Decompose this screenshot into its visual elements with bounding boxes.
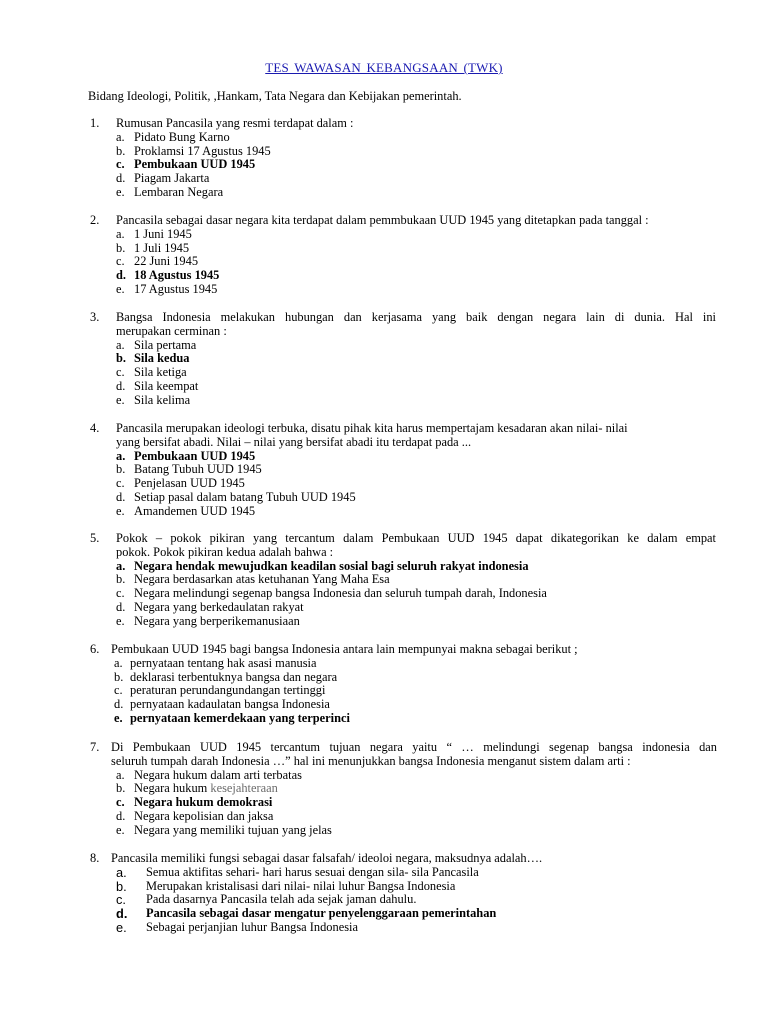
question-number: 4. [90,421,100,435]
document-title: TES WAWASAN KEBANGSAAN (TWK) [265,60,503,75]
answer-option-d: d. pernyataan kadaulatan bangsa Indonesia [114,697,330,712]
answer-option-b-correct: b. Sila kedua [116,351,190,366]
answer-option-a-correct: a. Pembukaan UUD 1945 [116,448,256,463]
question-number: 1. [90,116,100,130]
question-text-line-2: seluruh tumpah darah Indonesia …” hal ini menunjukkan bangsa Indonesia menganut sistem dalam arti : [111,753,631,768]
question-number: 5. [90,531,100,545]
answer-option-b: b. Proklamsi 17 Agustus 1945 [116,143,271,158]
answer-option-c: c. Penjelasan UUD 1945 [116,476,245,491]
answer-option-e: e. Sebagai perjanjian luhur Bangsa Indonesia [116,919,358,935]
answer-option-a: a. Pidato Bung Karno [116,129,230,144]
question-text: Pancasila sebagai dasar negara kita terdapat dalam pemmbukaan UUD 1945 yang ditetapkan pada tanggal : [116,213,649,227]
question-3 [0,311,768,408]
answer-option-e: e. Lembaran Negara [116,184,224,199]
answer-option-b: b. 1 Juli 1945 [116,240,190,255]
answer-option-c: c. 22 Juni 1945 [116,254,199,269]
question-text: Rumusan Pancasila yang resmi terdapat dalam : [116,116,354,130]
question-text-line-2: yang bersifat abadi. Nilai – nilai yang bersifat abadi itu terdapat pada ... [116,434,472,449]
question-1 [0,117,768,200]
answer-option-b: b. deklarasi terbentuknya bangsa dan negara [114,669,338,684]
answer-option-e: e. Negara yang memiliki tujuan yang jelas [116,822,332,837]
answer-option-c: c. Sila ketiga [116,365,187,380]
answer-option-a-correct: a. Negara hendak mewujudkan keadilan sosial bagi seluruh rakyat indonesia [116,558,529,573]
answer-option-d-correct: d. Pancasila sebagai dasar mengatur penyelenggaraan pemerintahan [116,906,497,922]
question-text: Pancasila memiliki fungsi sebagai dasar falsafah/ ideoloi negara, maksudnya adalah…. [111,851,543,865]
answer-option-b: b. Batang Tubuh UUD 1945 [116,462,262,477]
answer-option-c-correct: c. Pembukaan UUD 1945 [116,157,256,172]
answer-option-d: d. Setiap pasal dalam batang Tubuh UUD 1945 [116,489,356,504]
answer-option-a: a. Semua aktifitas sehari- hari harus sesuai dengan sila- sila Pancasila [116,864,479,880]
question-text-line-1: Bangsa Indonesia melakukan hubungan dan kerjasama yang baik dengan negara lain di dunia. Hal ini [116,310,716,324]
question-text-line-1: Pokok – pokok pikiran yang tercantum dalam Pembukaan UUD 1945 dapat dikategorikan ke dalam empat [116,531,716,545]
answer-option-a: a. Negara hukum dalam arti terbatas [116,767,302,782]
answer-option-d: d. Negara yang berkedaulatan rakyat [116,599,304,614]
answer-option-d: d. Piagam Jakarta [116,171,210,186]
answer-option-d: d. Negara kepolisian dan jaksa [116,808,274,823]
question-8 [0,852,768,935]
answer-option-a: a. Sila pertama [116,337,197,352]
answer-option-e: e. Amandemen UUD 1945 [116,503,256,518]
question-6 [0,643,768,726]
question-7 [0,741,768,838]
answer-option-c-correct: c. Negara hukum demokrasi [116,795,273,810]
answer-option-d: d. Sila keempat [116,378,199,393]
question-number: 8. [90,851,100,865]
answer-option-b: b. Merupakan kristalisasi dari nilai- nilai luhur Bangsa Indonesia [116,878,456,894]
question-4 [0,422,768,519]
answer-option-d-correct: d. 18 Agustus 1945 [116,268,220,283]
answer-option-c: c. Negara melindungi segenap bangsa Indonesia dan seluruh tumpah darah, Indonesia [116,586,547,601]
question-text-line-1: Pancasila merupakan ideologi terbuka, disatu pihak kita harus mempertajam kesadaran akan nilai- nilai [116,421,628,435]
question-number: 6. [90,642,100,656]
answer-option-e-correct: e. pernyataan kemerdekaan yang terperinci [114,710,350,725]
question-text: Pembukaan UUD 1945 bagi bangsa Indonesia antara lain mempunyai makna sebagai berikut ; [111,642,578,656]
question-2 [0,214,768,297]
question-text-line-2: merupakan cerminan : [116,323,227,338]
question-number: 2. [90,213,100,227]
answer-option-b: b. Negara hukum kesejahteraan [116,781,278,796]
question-number: 7. [90,740,100,754]
question-text-line-2: pokok. Pokok pikiran kedua adalah bahwa : [116,544,334,559]
question-5 [0,532,768,629]
answer-option-a: a. pernyataan tentang hak asasi manusia [114,655,317,670]
answer-option-c: c. Pada dasarnya Pancasila telah ada sejak jaman dahulu. [116,892,417,908]
document-subtitle: Bidang Ideologi, Politik, ,Hankam, Tata Negara dan Kebijakan pemerintah. [88,89,462,103]
answer-option-e: e. Negara yang berperikemanusiaan [116,613,300,628]
question-number: 3. [90,310,100,324]
answer-option-c: c. peraturan perundangundangan tertinggi [114,683,326,698]
answer-option-e: e. Sila kelima [116,392,191,407]
question-text-line-1: Di Pembukaan UUD 1945 tercantum tujuan negara yaitu “ … melindungi segenap bangsa indonesia dan [111,740,717,754]
answer-option-b: b. Negara berdasarkan atas ketuhanan Yang Maha Esa [116,572,390,587]
answer-option-e: e. 17 Agustus 1945 [116,281,218,296]
answer-option-b-extra: kesejahteraan [210,781,278,796]
answer-option-a: a. 1 Juni 1945 [116,226,192,241]
